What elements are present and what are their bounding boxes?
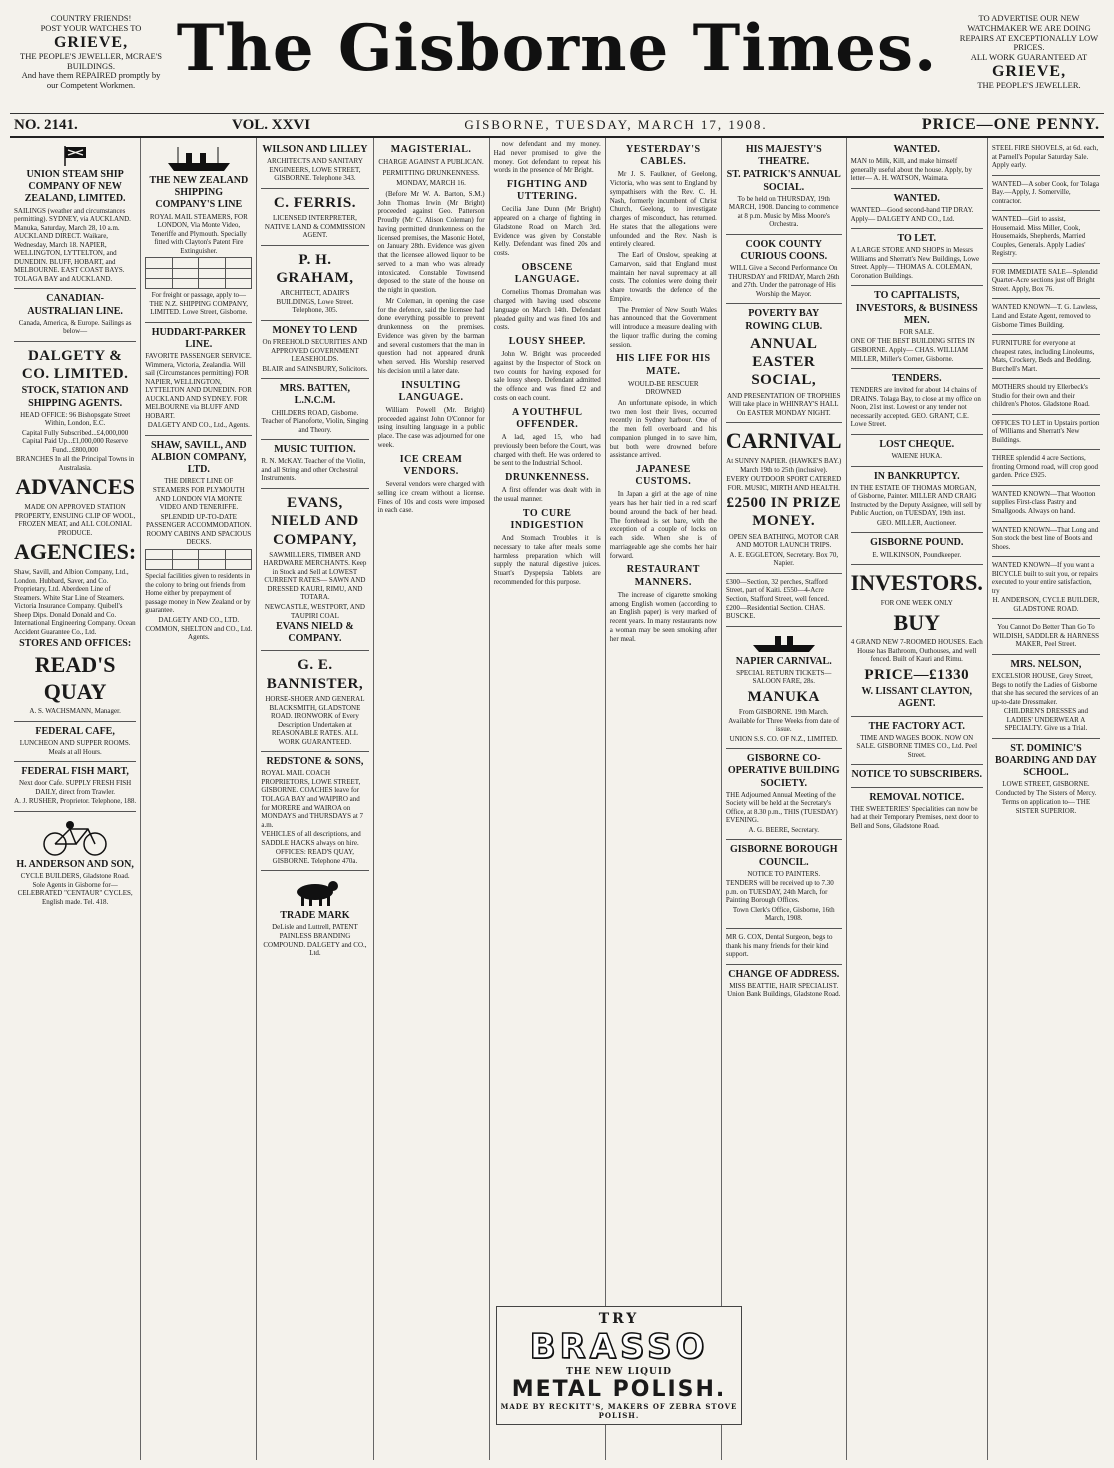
ad-text: Shaw, Savill, and Albion Company, Ltd., London. Hubbard, Saver, and Co. Proprietary, Ltd. Aberdeen Line of Steamers. White Star Line of Steamers. Victoria Insurance Company. Quibell's Sheep Dips. Donald Donald and Co. International Engineering Company. Ocean Accident Guarantee Co., Ltd. [14, 568, 136, 636]
ad-text: A LARGE STORE AND SHOPS in Messrs Williams and Sherratt's New Buildings, Lowe Street. Apply— THOMAS A. COLEMAN, Coronation Buildings. [850, 246, 980, 280]
wanted-ad-2 [851, 189, 983, 229]
article-body [494, 433, 601, 468]
wilson-lilley-ad [261, 140, 368, 189]
nelson-ad [992, 655, 1100, 739]
nz-shipping-ad [145, 140, 252, 323]
article-body [494, 534, 601, 587]
ad-headline: READ'S QUAY [34, 651, 116, 704]
ad-headline: AGENCIES: [14, 539, 137, 565]
ad-title: POVERTY BAY ROWING CLUB. [745, 308, 823, 332]
brasso-try: TRY [598, 1311, 640, 1327]
ad-text: E. WILKINSON, Poundkeeper. [872, 550, 962, 559]
newspaper-title: The Gisborne Times. [176, 11, 938, 86]
article-body [610, 490, 717, 560]
ad-text: OFFICES TO LET in Upstairs portion of Williams and Sherratt's New Buildings. [991, 418, 1100, 444]
article-dateline: MONDAY, MARCH 16. [396, 179, 466, 188]
trademark-animal-icon [285, 876, 345, 908]
issue-row [10, 114, 1104, 138]
article-paragraph: Mr Coleman, in opening the case for the defence, said the licensee had done everything possible to prevent drunkenness on the premises. Evidence was given by the barman and several customers that the man in question had not appeared drunk when served. His Worship reserved his decision until a later date. [377, 296, 485, 375]
ad-title: MONEY TO LEND [272, 324, 358, 336]
ad-text: Next door Cafe. SUPPLY FRESH FISH DAILY, direct from Trawler. [19, 779, 132, 796]
ad-text: For freight or passage, apply to— THE N.Z. SHIPPING COMPANY, LIMITED. Lowe Street, Gisborne. [149, 291, 249, 317]
ad-title: COOK COUNTY CURIOUS COONS. [740, 238, 828, 263]
ad-text: TIME AND WAGES BOOK. NOW ON SALE. GISBORNE TIMES CO., Ltd. Peel Street. [856, 733, 978, 759]
ad-title: HUDDART-PARKER LINE. [151, 326, 246, 350]
ad-title: TO LET. [897, 233, 937, 245]
ad-headline: ADVANCES [15, 474, 135, 500]
ad-text: ARCHITECT, ADAIR'S BUILDINGS, Lowe Street. Telephone, 305. [276, 289, 354, 315]
article-body [610, 170, 717, 349]
ad-title: H. ANDERSON AND SON, [16, 858, 134, 870]
ad-text: DeLisle and Luttrell, PATENT PAINLESS BRANDING COMPOUND. DALGETY and CO., Ltd. [263, 923, 367, 958]
column-5 [490, 138, 606, 1460]
article-headline: LOUSY SHEEP. [508, 336, 586, 347]
classified-ad [992, 379, 1100, 415]
ad-title: WILSON AND LILLEY [262, 144, 368, 155]
ad-title: REDSTONE & SONS, [266, 756, 364, 768]
article-subhead: PERMITTING DRUNKENNESS. [382, 168, 480, 177]
article-paragraph: (Before Mr W. A. Barton, S.M.) John Thomas Irwin (Mr Bright) proceeded against Geo. Patterson Proudly (Mr C. Alison Coleman) for having permitted drunkenness on the licensed premises, the Masonic Hotel, on January 28th. Evidence was given that the licensee allowed liquor to be served to a man who was already intoxicated. Constable Townsend deposed to the state of the house on the night in question. [377, 189, 485, 295]
left-ear-advert [16, 14, 166, 91]
ad-text: WANTED—A sober Cook, for Tolaga Bay.—Apply, J. Somerville, contractor. [991, 179, 1100, 205]
article-body [494, 288, 601, 332]
article-body [610, 591, 717, 644]
article-paragraph: John W. Bright was proceeded against by the Inspector of Stock on two counts for having exposed for sale lousy sheep. Defendant admitted the offence and was fined £2 and costs on each count. [493, 350, 601, 402]
article-paragraph: Cornelius Thomas Dromahan was charged with having used obscene language on March 14th. Defendant pleaded guilty and was fined 10s and costs. [493, 288, 601, 332]
ad-text: ONE OF THE BEST BUILDING SITES IN GISBORNE. Apply— CHAS. WILLIAM MILLER, Miller's Corner, Gisborne. [850, 337, 975, 363]
napier-carnival-ad [726, 627, 842, 750]
classified-ad [992, 335, 1100, 379]
ad-text: FOR IMMEDIATE SALE—Splendid Quarter-Acre sections just off Bright Street. Apply, Box 76. [991, 267, 1098, 293]
ad-title: WANTED. [893, 192, 940, 204]
ad-text: THE SWEETERIES' Specialities can now be had at their Temporary Premises, next door to Bell and Sons, Gladstone Road. [850, 804, 979, 830]
column-4 [374, 138, 490, 1460]
article-paragraph: now defendant and my money. Had never promised to give the money. Got defendant to repeat his words in the presence of Mr Bright. [493, 140, 601, 175]
ad-text: OFFICES: READ'S QUAY, GISBORNE. Telephone 470a. [272, 848, 358, 865]
article-paragraph: A first offender was dealt with in the usual manner. [493, 486, 601, 503]
ad-subtitle: STOCK, STATION AND SHIPPING AGENTS. [21, 385, 129, 409]
evans-nield-ad [261, 489, 368, 652]
article-body [378, 480, 485, 515]
theatre-ad [726, 140, 842, 235]
lost-cheque-ad [851, 435, 983, 467]
ad-title: FEDERAL FISH MART, [21, 766, 129, 778]
tenders-ad [851, 369, 983, 435]
capitalists-ad [851, 286, 983, 369]
ad-text: A. E. EGGLETON, Secretary. Box 70, Napier. [729, 550, 839, 568]
subscribers-ad [851, 765, 983, 787]
article-paragraph: The increase of cigarette smoking among English women (according to an English paper) is very marked of recent years. In many restaurants now a woman may be seen smoking after her meal. [609, 590, 717, 643]
curious-coons-ad [726, 235, 842, 305]
brasso-polish: METAL POLISH. [511, 1377, 727, 1402]
ad-subtitle: STORES AND OFFICES: [19, 637, 132, 649]
ad-text: DALGETY AND CO., LTD. COMMON, SHELTON and CO., Ltd. Agents. [145, 616, 253, 642]
column-8 [847, 138, 988, 1460]
article-headline: RESTAURANT MANNERS. [626, 564, 700, 588]
ad-text: UNION S.S. CO. OF N.Z., LIMITED. [729, 734, 838, 743]
article-body [494, 140, 601, 175]
huddart-parker-ad [145, 323, 252, 436]
carnival-ad [726, 423, 842, 574]
ad-text: Town Clerk's Office, Gisborne, 16th March, 1908. [732, 905, 835, 923]
ad-subtitle: ST. PATRICK'S ANNUAL SOCIAL. [726, 169, 841, 193]
classified-ad [992, 176, 1100, 212]
ad-text: LOWE STREET, GISBORNE. Conducted by The Sisters of Mercy. [995, 780, 1097, 797]
article-subhead: WOULD-BE RESCUER DROWNED [628, 379, 699, 397]
ad-title: TENDERS. [891, 373, 942, 385]
right-ear-advert [954, 14, 1104, 91]
classified-ad [992, 619, 1100, 655]
steamship-icon [749, 632, 819, 654]
ad-buy: BUY [893, 609, 940, 635]
ad-prize: £2500 IN PRIZE MONEY. [726, 495, 841, 530]
ad-text: FURNITURE for everyone at cheapest rates, including Linoleums, Mats, Crockery, Beds and Bedding. Burchell's Mart. [991, 339, 1095, 373]
ad-title: GISBORNE CO-OPERATIVE BUILDING SOCIETY. [727, 753, 840, 789]
ad-text: THE DIRECT LINE OF STEAMERS FOR PLYMOUTH AND LONDON VIA MONTE VIDEO AND TENERIFFE. [152, 477, 245, 512]
ad-text: HORSE-SHOER AND GENERAL BLACKSMITH, GLADSTONE ROAD. IRONWORK of Every Description Undertaken at REASONABLE RATES. ALL WORK GUARANTEED. [265, 695, 365, 746]
ad-title: MRS. NELSON, [1010, 658, 1082, 670]
ad-text: BRANCHES In all the Principal Towns in Australasia. [15, 455, 135, 472]
article-body [494, 350, 601, 403]
building-society-ad [726, 749, 842, 840]
dental-ad [726, 929, 842, 965]
brasso-advert [496, 1306, 742, 1425]
pound-ad [851, 533, 983, 565]
brasso-name: BRASSO [529, 1327, 709, 1367]
ad-text: LUNCHEON AND SUPPER ROOMS. Meals at all Hours. [19, 739, 131, 756]
steamship-icon [164, 145, 234, 173]
ad-text: MISS BEATTIE, HAIR SPECIALIST. Union Bank Buildings, Gladstone Road. [727, 981, 841, 999]
change-address-ad [726, 965, 842, 1004]
classified-ad [992, 557, 1100, 619]
article-headline: FIGHTING AND UTTERING. [506, 179, 588, 203]
ad-title: THE FACTORY ACT. [868, 720, 965, 732]
classified-ad [992, 486, 1100, 522]
wanted-ad-1 [851, 140, 983, 189]
ad-title: IN BANKRUPTCY. [873, 470, 960, 482]
right-ear-line2: ALL WORK GUARANTEED AT [970, 52, 1088, 63]
ad-text: You Cannot Do Better Than Go To WILDISH, SADDLER & HARNESS MAKER, Peel Street. [992, 623, 1100, 649]
ad-title: P. H. GRAHAM, [276, 251, 354, 286]
ad-text: SAWMILLERS, TIMBER AND HARDWARE MERCHANTS. Keep in Stock and Sell at LOWEST CURRENT RATES— SAWN AND DRESSED KAURI, RIMU, AND TOTARA. [263, 550, 367, 602]
article-paragraph: Cecilia Jane Dunn (Mr Bright) appeared on a charge of fighting in Gladstone Road on March 3rd. Evidence was given by Constable Kelly. Defendant was fined 20s and costs. [493, 205, 601, 258]
left-ear-line5: And have them REPAIRED promptly by our Competent Workmen. [21, 70, 161, 91]
ad-text: CHILDREN'S DRESSES and LADIES' UNDERWEAR A SPECIALTY. Give us a Trial. [1003, 707, 1088, 733]
article-headline: A YOUTHFUL OFFENDER. [511, 406, 583, 430]
delisle-ad [261, 871, 368, 962]
bannister-ad [261, 651, 368, 752]
canadian-australian-ad [14, 289, 136, 341]
ad-title: CARNIVAL [725, 428, 842, 454]
classified-ad [992, 264, 1100, 300]
article-headline: OBSCENE LANGUAGE. [514, 261, 580, 286]
ad-text: WANTED KNOWN—That Wootton supplies First-class Pastry and Smallgoods. Always on hand. [991, 489, 1096, 515]
st-dominics-ad [992, 739, 1100, 821]
classified-ad [992, 450, 1100, 486]
article-paragraph: The Premier of New South Wales has announced that the Government will introduce a measure dealing with the liquor traffic during the coming session. [609, 305, 717, 349]
ad-text: Canada, America, & Europe. Sailings as below— [18, 318, 132, 336]
article-body [378, 406, 485, 450]
ad-subtitle: NOTICE TO PAINTERS. [747, 869, 821, 878]
ad-title: G. E. BANNISTER, [266, 657, 364, 692]
ad-text: EVERY OUTDOOR SPORT CATERED FOR. MUSIC, MIRTH AND HEALTH. [726, 475, 842, 492]
bankruptcy-ad [851, 467, 983, 534]
ad-title: ST. DOMINIC'S BOARDING AND DAY SCHOOL. [995, 742, 1097, 779]
left-ear-line4: THE PEOPLE'S JEWELLER, MCRAE'S BUILDINGS. [20, 50, 162, 71]
redstone-ad [261, 752, 368, 871]
ad-title: MUSIC TUITION. [274, 444, 356, 456]
ad-subtitle: FOR SALE. [899, 327, 935, 336]
issue-price: PRICE—ONE PENNY. [921, 116, 1100, 133]
graham-ad [261, 246, 368, 321]
right-ear-line1: TO ADVERTISE OUR NEW WATCHMAKER WE ARE DOING REPAIRS AT EXCEPTIONALLY LOW PRICES. [959, 13, 1099, 53]
federal-cafe-ad [14, 722, 136, 762]
ad-title: SHAW, SAVILL, AND ALBION COMPANY, LTD. [151, 439, 247, 476]
ad-subtitle: ANNUAL EASTER SOCIAL, [750, 335, 818, 389]
ad-text: THE Adjourned Annual Meeting of the Society will be held at the Secretary's Office, at 8.30 p.m., THIS (TUESDAY) EVENING. [725, 790, 838, 825]
column-3 [257, 138, 373, 1460]
ad-text: MADE ON APPROVED STATION PROPERTY, ENSUING CLIP OF WOOL, FROZEN MEAT, and ALL COLONIAL PRODUCE. [14, 503, 136, 537]
ad-text: On FREEHOLD SECURITIES AND APPROVED GOVERNMENT LEASEHOLDS. [262, 338, 368, 364]
columns [10, 138, 1104, 1460]
to-let-ad [851, 229, 983, 286]
sailings-table [145, 549, 252, 571]
column-6 [606, 138, 722, 1460]
ad-text: ROYAL MAIL COACH PROPRIETORS, LOWE STREET, GISBORNE. COACHES leave for TOLAGA BAY and WAIPIRO and for MORERE and WAIROA on MONDAYS and THURSDAYS at 7 a.m. [261, 769, 364, 829]
ad-text: CYCLE BUILDERS, Gladstone Road. Sole Agents in Gisborne for— CELEBRATED "CENTAUR" CYCLES, English made. Tel. 418. [17, 872, 133, 906]
ad-text: WAIENE HUKA. [891, 452, 943, 461]
ad-title: MRS. BATTEN, L.N.C.M. [279, 383, 350, 407]
left-ear-line2: POST YOUR WATCHES TO [40, 22, 142, 33]
right-ear-grieve: GRIEVE, [991, 62, 1067, 80]
ad-text: Terms on application to— THE SISTER SUPERIOR. [1001, 798, 1091, 815]
ad-text: DALGETY AND CO., Ltd., Agents. [147, 421, 250, 430]
shaw-savill-ad [145, 436, 252, 647]
ad-title: CHANGE OF ADDRESS. [728, 968, 840, 980]
factory-act-ad [851, 717, 983, 766]
ad-subtitle: At SUNNY NAPIER. (HAWKE'S BAY.) March 19th to 25th (inclusive). [726, 457, 842, 474]
ad-text: LICENSED INTERPRETER, NATIVE LAND & COMMISSION AGENT. [264, 214, 365, 240]
issue-number: NO. 2141. [14, 116, 78, 133]
ad-text: A. G. BEERE, Secretary. [748, 825, 819, 834]
ad-subtitle: FOR ONE WEEK ONLY [880, 598, 953, 607]
right-ear-line4: THE PEOPLE'S JEWELLER. [977, 80, 1081, 91]
ad-text: 4 GRAND NEW 7-ROOMED HOUSES. Each House has Bathroom, Outhouses, and well fenced. Built of Kauri and Rimu. [850, 638, 983, 664]
ad-text: WANTED—Good second-hand TIP DRAY. Apply— DALGETY AND CO., Ltd. [850, 205, 974, 223]
ad-text: WILL Give a Second Performance On THURSDAY and FRIDAY, March 26th and 27th. Under the patronage of His Worship the Mayor. [728, 264, 840, 298]
ad-subtitle: SPECIAL RETURN TICKETS— SALOON FARE, 28s. [736, 668, 832, 686]
ad-text: R. N. McKAY. Teacher of the Violin, and all String and other Orchestral Instruments. [261, 457, 366, 483]
article-headline: MAGISTERIAL. [390, 144, 472, 155]
ad-text: ARCHITECTS AND SANITARY ENGINEERS, LOWE STREET, GISBORNE. Telephone 343. [266, 157, 363, 183]
sailings-table [145, 257, 252, 289]
ad-title: NOTICE TO SUBSCRIBERS. [851, 769, 982, 781]
union-steam-ad [14, 140, 136, 289]
ad-title: GISBORNE BOROUGH COUNCIL. [729, 844, 838, 868]
ad-text: EXCELSIOR HOUSE, Grey Street, Begs to notify the Ladies of Gisborne that she has secured the services of an up-to-date Dressmaker. [991, 672, 1099, 706]
article-body [494, 205, 601, 258]
ad-text: HEAD OFFICE: 96 Bishopsgate Street Within, London, E.C. [20, 410, 131, 428]
ad-title: FEDERAL CAFE, [35, 725, 115, 737]
classified-ad [992, 299, 1100, 335]
column-7 [722, 138, 847, 1460]
ad-title: WANTED. [893, 144, 940, 155]
ad-text: WANTED KNOWN—If you want a BICYCLE built to suit you, or repairs executed to your entire satisfaction, try [991, 561, 1098, 595]
article-body [610, 399, 717, 460]
buscke-property-ad [726, 574, 842, 627]
article-paragraph: William Powell (Mr. Bright) proceeded against John O'Connor for using insulting language in a public place. The case was adjourned for one week. [377, 405, 485, 449]
investors-ad [851, 565, 983, 716]
column-9 [988, 138, 1104, 1460]
anderson-cycle-ad [14, 812, 136, 911]
ad-text: WANTED KNOWN—That Long and Son stock the best line of Boots and Shoes. [991, 525, 1099, 551]
ad-title: C. FERRIS. [273, 194, 356, 211]
ad-title: INVESTORS. [850, 570, 983, 596]
ad-contact: W. LISSANT CLAYTON, AGENT. [861, 686, 973, 710]
ad-footer: EVANS NIELD & COMPANY. [276, 621, 354, 645]
ad-text: A. S. WACHSMANN, Manager. [29, 707, 121, 716]
classified-ad [992, 415, 1100, 451]
ad-text: MAN to Milk, Kill, and make himself generally useful about the house. Apply, by letter— A. H. WATSON, Waimata. [850, 157, 972, 183]
article-paragraph: Several vendors were charged with selling ice cream without a license. Fines of 10s and costs were imposed in each case. [377, 480, 485, 515]
ad-title: REMOVAL NOTICE. [869, 791, 965, 803]
ad-text: CHILDERS ROAD, Gisborne. Teacher of Pianoforte, Violin, Singing and Theory. [261, 408, 369, 434]
masthead [10, 8, 1104, 114]
article-subhead: CHARGE AGAINST A PUBLICAN. [378, 158, 484, 167]
article-headline: YESTERDAY'S CABLES. [626, 144, 701, 168]
ad-title: HIS MAJESTY'S THEATRE. [745, 144, 822, 168]
ad-title: GISBORNE POUND. [870, 537, 964, 549]
article-paragraph: The Earl of Onslow, speaking at Carnarvon, said that England must maintain her naval supremacy at all costs. The colonies were doing their share towards the defence of the Empire. [609, 251, 717, 303]
brasso-tagline: THE NEW LIQUID [566, 1367, 672, 1377]
ad-title: TO CAPITALISTS, INVESTORS, & BUSINESS MEN. [855, 290, 978, 326]
article-paragraph: And Stomach Troubles it is necessary to take after meals some harmless preparation which will supply the natural digestive juices. Stuart's Dyspepsia Tablets are recommended for this purpose. [493, 534, 601, 586]
brasso-maker: MADE BY RECKITT'S, MAKERS OF ZEBRA STOVE POLISH. [500, 1402, 738, 1420]
ad-text: Capital Fully Subscribed...£4,000,000 Capital Paid Up...£1,000,000 Reserve Fund...£800,000 [21, 428, 129, 454]
ad-text: TENDERS are invited for about 14 chains of DRAINS. Tolaga Bay, to close at my office on Noon, 21st inst. Lowest or any tender not necessarily accepted. GEO. GRANT, C.E. Lowe Street. [850, 386, 981, 429]
article-paragraph: A lad, aged 15, who had previously been before the Court, was charged with theft. He was ordered to be sent to the Industrial School. [493, 433, 601, 468]
bicycle-icon [40, 817, 110, 857]
issue-dateline: GISBORNE, TUESDAY, MARCH 17, 1908. [464, 117, 768, 132]
money-to-lend-ad [261, 321, 368, 379]
ad-text: MOTHERS should try Ellerbeck's Studio for their own and their children's Photos. Gladstone Road. [991, 383, 1090, 409]
article-body [378, 190, 485, 376]
article-paragraph: In Japan a girl at the age of nine years has her hair tied in a red scarf bound around the back of her head. The forehead is set bare, with the exception of a couple of locks on each side. When she is of marriageable age she combs her hair forward. [609, 490, 717, 560]
article-paragraph: An unfortunate episode, in which two men lost their lives, occurred recently in Sydney harbour. One of the men fell overboard and his companion plunged in to save him, but both were drowned before assistance arrived. [609, 398, 717, 460]
ad-title: DALGETY & CO. LIMITED. [21, 347, 129, 383]
ad-text: WANTED KNOWN—T. G. Lawless, Land and Estate Agent, removed to Gisborne Times Building. [991, 303, 1098, 329]
ad-text: THREE splendid 4 acre Sections, fronting Ormond road, will crop good garden. Price £925. [991, 454, 1099, 480]
ad-text: VEHICLES of all descriptions, and SADDLE HACKS always on hire. [261, 830, 361, 847]
article-headline: ICE CREAM VENDORS. [399, 453, 463, 477]
ad-title: TRADE MARK [280, 910, 350, 922]
ad-text: TENDERS will be received up to 7.30 p.m. on TUESDAY, 24th March, for Painting Borough Offices. [725, 879, 834, 905]
article-paragraph: Mr J. S. Faulkner, of Geelong, Victoria, who was sent to England by sympathisers with the Rev. C. H. Nash, formerly incumbent of Christ Church, Geelong, to investigate charges of misconduct, has returned. He states that the allegations were unfounded and the Rev. Nash is entirely cleared. [609, 170, 717, 249]
ad-text: IN THE ESTATE OF THOMAS MORGAN, of Gisborne, Painter. MILLER AND CRAIG Instructed by the Deputy Assignee, will sell by Public Auction, on TUESDAY, 19th inst. [850, 483, 982, 518]
ad-text: MR G. COX, Dental Surgeon, begs to thank his many friends for their kind support. [725, 933, 833, 959]
ad-text: From GISBORNE. 19th March. Available for Three Weeks from date of issue. [728, 708, 840, 734]
column-2 [141, 138, 257, 1460]
classified-ad [992, 140, 1100, 176]
ad-title: UNION STEAM SHIP COMPANY OF NEW ZEALAND, LIMITED. [24, 169, 126, 205]
ad-text: FAVORITE PASSENGER SERVICE. Wimmera, Victoria, Zealandia. Will sail (Circumstances permitting) FOR NAPIER, WELLINGTON, LYTTELTON AND DUNEDIN. FOR AUCKLAND AND SYDNEY. FOR MELBOURNE via BLUFF AND HOBART. [145, 352, 252, 420]
federal-fish-ad [14, 762, 136, 812]
classified-ad [992, 522, 1100, 558]
ad-title: LOST CHEQUE. [879, 438, 955, 450]
ad-price: PRICE—£1330 [864, 666, 970, 683]
ad-title: CANADIAN-AUSTRALIAN LINE. [27, 293, 123, 317]
article-body [494, 486, 601, 504]
article-headline: DRUNKENNESS. [505, 472, 590, 484]
ad-text: NEWCASTLE, WESTPORT, AND TAUPIRI COAL [264, 603, 365, 620]
music-tuition-ad [261, 440, 368, 489]
flag-icon [62, 145, 88, 167]
article-headline: TO CURE INDIGESTION [510, 507, 584, 531]
article-headline: HIS LIFE FOR HIS MATE. [616, 353, 711, 377]
ad-text: OPEN SEA BATHING, MOTOR CAR AND MOTOR LAUNCH TRIPS. [728, 532, 839, 550]
article-headline: INSULTING LANGUAGE. [398, 379, 464, 403]
ad-text: WANTED—Girl to assist, Housemaid. Miss Miller, Cook, Housemaids, Shepherds, Married Couples, Generals. Apply Ladies' Registry. [991, 215, 1086, 258]
ad-text: STEEL FIRE SHOVELS, at 6d. each, at Parnell's Popular Saturday Sale. Apply early. [991, 144, 1099, 170]
ad-text: £300—Section, 32 perches, Stafford Street, part of Kaiti. £550—4-Acre Section, Stafford Street, well fenced. £200—Residential Section. CHAS. BUSCKE. [725, 577, 829, 621]
article-headline: JAPANESE CUSTOMS. [635, 464, 692, 488]
ad-text: BLAIR and SAINSBURY, Solicitors. [262, 364, 368, 373]
left-ear-grieve: GRIEVE, [53, 33, 129, 51]
ad-ship-name: MANUKA [747, 688, 820, 705]
ad-text: SAILINGS (weather and circumstances permitting). SYDNEY, via AUCKLAND. Manuka, Saturday, March 28, 10 a.m. AUCKLAND DIRECT. Waikare, Wednesday, March 18. NAPIER, WELLINGTON, LYTTELTON, and DUNEDIN. BLUFF, HOBART, and MELBOURNE. EAST COAST BAYS. TOLAGA BAY and AUCKLAND. [14, 206, 131, 283]
classified-ad [992, 211, 1100, 264]
ad-title: EVANS, NIELD AND COMPANY, [271, 494, 359, 548]
ad-text: GEO. MILLER, Auctioneer. [876, 518, 957, 527]
ad-title: THE NEW ZEALAND SHIPPING COMPANY'S LINE [149, 175, 249, 211]
ad-text: Special facilities given to residents in the colony to bring out friends from Home either by prepayment of passage money in New Zealand or by guarantee. [145, 572, 251, 615]
ad-text: SPLENDID UP-TO-DATE PASSENGER ACCOMMODATION. ROOMY CABINS AND SPACIOUS DECKS. [146, 512, 252, 547]
ferris-ad [261, 189, 368, 246]
rowing-club-ad [726, 304, 842, 423]
ad-title: NAPIER CARNIVAL. [735, 655, 832, 667]
ad-text: H. ANDERSON, CYCLE BUILDER, GLADSTONE ROAD. [992, 596, 1100, 613]
ad-text: ROYAL MAIL STEAMERS, FOR LONDON, Via Monte Video, Teneriffe and Plymouth. Specially fitted with Clayton's Patent Fire Extinguisher. [149, 212, 248, 255]
removal-notice-ad [851, 788, 983, 836]
column-1 [10, 138, 141, 1460]
ad-text: AND PRESENTATION OF TROPHIES Will take place in WHINRAY'S HALL On EASTER MONDAY NIGHT. [727, 391, 841, 417]
batten-ad [261, 379, 368, 440]
ad-text: A. J. RUSHER, Proprietor. Telephone, 188. [14, 797, 137, 806]
dalgety-ad [14, 342, 136, 722]
issue-volume: VOL. XXVI [232, 116, 311, 133]
ad-text: To be held on THURSDAY, 19th MARCH, 1908. Dancing to commence at 8 p.m. Music by Miss Moore's Orchestra. [728, 194, 839, 229]
left-ear-line1: COUNTRY FRIENDS! [50, 13, 132, 23]
borough-council-ad [726, 840, 842, 929]
